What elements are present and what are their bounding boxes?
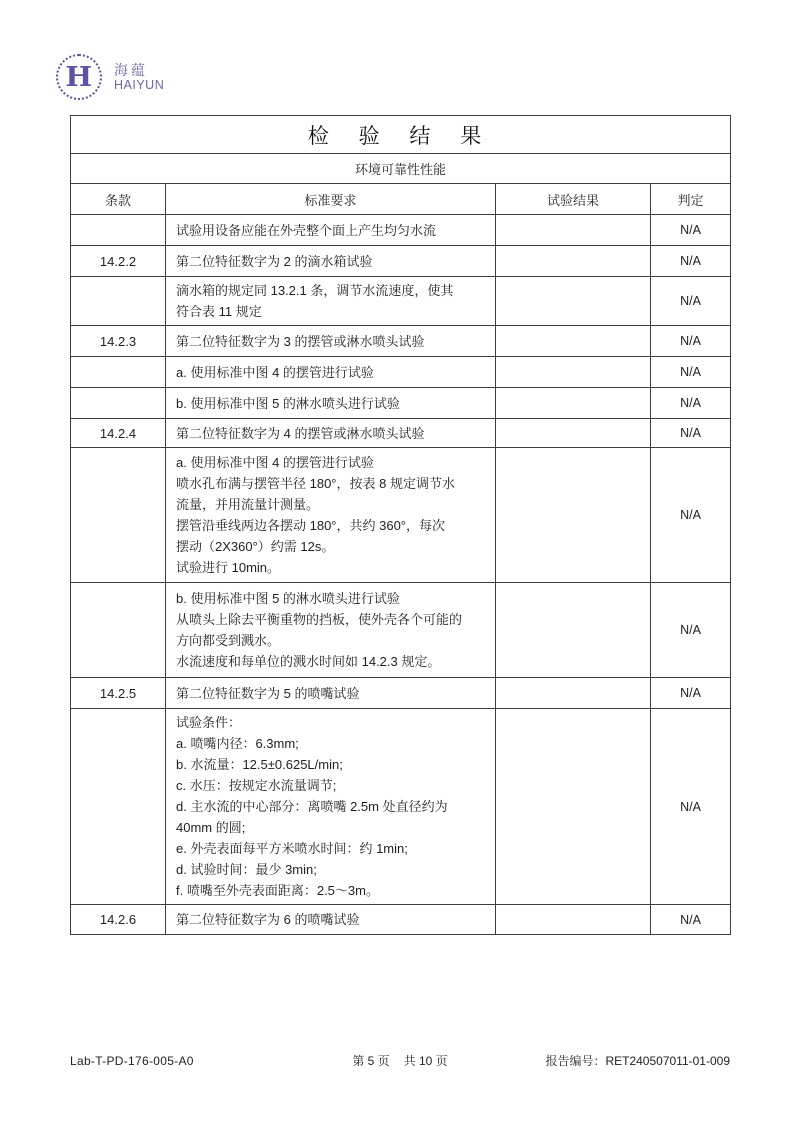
table-row [71, 246, 731, 277]
page-title: 检 验 结 果 [71, 116, 731, 154]
verdict-cell: N/A [651, 678, 731, 709]
requirement-line: 试验条件： [176, 715, 242, 730]
page-footer [70, 1052, 730, 1069]
test-result-cell [496, 388, 651, 419]
verdict-cell: N/A [651, 215, 731, 246]
test-result-cell [496, 357, 651, 388]
clause-cell [71, 709, 166, 905]
requirement-cell [166, 448, 496, 583]
table-row [71, 905, 731, 935]
requirement-line: f. 喷嘴至外壳表面距离：2.5～3m。 [176, 883, 379, 898]
test-result-cell [496, 709, 651, 905]
test-result-cell [496, 905, 651, 935]
clause-cell [71, 277, 166, 326]
requirement-line: 喷水孔布满与摆管半径 180°，按表 8 规定调节水 [176, 476, 455, 491]
logo-monogram: H [65, 61, 93, 93]
requirement-cell [166, 326, 496, 357]
clause-cell [71, 215, 166, 246]
requirement-cell [166, 246, 496, 277]
requirement-line: 符合表 11 规定 [176, 304, 262, 319]
column-header-verdict: 判定 [651, 184, 731, 215]
table-row [71, 709, 731, 905]
test-result-cell [496, 419, 651, 448]
verdict-cell: N/A [651, 419, 731, 448]
verdict-cell: N/A [651, 357, 731, 388]
column-header-clause: 条款 [71, 184, 166, 215]
test-result-cell [496, 215, 651, 246]
test-result-cell [496, 326, 651, 357]
requirement-line: b. 使用标准中图 5 的淋水喷头进行试验 [176, 591, 400, 606]
test-result-cell [496, 583, 651, 678]
test-result-cell [496, 448, 651, 583]
requirement-line: 第二位特征数字为 3 的摆管或淋水喷头试验 [176, 333, 425, 349]
verdict-cell: N/A [651, 905, 731, 935]
company-logo [56, 54, 164, 100]
inspection-results-table [70, 115, 731, 935]
table-row [71, 357, 731, 388]
verdict-cell: N/A [651, 709, 731, 905]
test-result-cell [496, 277, 651, 326]
clause-cell [71, 583, 166, 678]
requirement-line: 流量，并用流量计测量。 [176, 497, 320, 512]
requirement-line: 从喷头上除去平衡重物的挡板，使外壳各个可能的 [176, 612, 463, 627]
verdict-cell: N/A [651, 583, 731, 678]
page-indicator [352, 1052, 447, 1069]
results-table-body [71, 116, 731, 935]
page-number: 第 5 页 [352, 1054, 390, 1068]
requirement-cell [166, 419, 496, 448]
requirement-line: 第二位特征数字为 5 的喷嘴试验 [176, 685, 360, 701]
requirement-line: 40mm 的圆; [176, 820, 246, 835]
table-row [71, 388, 731, 419]
company-name-en: HAIYUN [114, 77, 165, 92]
report-number: 报告编号：RET240507011-01-009 [545, 1054, 730, 1068]
table-row [71, 277, 731, 326]
table-row [71, 419, 731, 448]
logo-text [114, 62, 164, 92]
column-header-test-result: 试验结果 [496, 184, 651, 215]
requirement-cell [166, 678, 496, 709]
document-number: Lab-T-PD-176-005-A0 [70, 1053, 194, 1068]
requirement-line: a. 使用标准中图 4 的摆管进行试验 [176, 455, 374, 470]
table-row [71, 448, 731, 583]
clause-cell [71, 357, 166, 388]
test-result-cell [496, 246, 651, 277]
requirement-line: b. 水流量：12.5±0.625L/min; [176, 757, 343, 772]
requirement-line: 第二位特征数字为 4 的摆管或淋水喷头试验 [176, 425, 425, 441]
requirement-cell [166, 215, 496, 246]
section-subtitle: 环境可靠性性能 [71, 154, 731, 184]
requirement-cell [166, 905, 496, 935]
verdict-cell: N/A [651, 326, 731, 357]
requirement-line: 水流速度和每单位的溅水时间如 14.2.3 规定。 [176, 654, 441, 669]
table-row [71, 678, 731, 709]
requirement-line: 第二位特征数字为 6 的喷嘴试验 [176, 912, 360, 927]
requirement-cell [166, 388, 496, 419]
verdict-cell: N/A [651, 246, 731, 277]
clause-cell: 14.2.5 [71, 678, 166, 709]
requirement-line: a. 喷嘴内径：6.3mm; [176, 736, 299, 751]
requirement-line: e. 外壳表面每平方米喷水时间：约 1min; [176, 841, 408, 856]
page-total: 共 10 页 [403, 1054, 448, 1068]
requirement-line: 方向都受到溅水。 [176, 633, 281, 648]
verdict-cell: N/A [651, 388, 731, 419]
requirement-line: 摆管沿垂线两边各摆动 180°，共约 360°，每次 [176, 518, 446, 533]
requirement-cell [166, 583, 496, 678]
requirement-line: a. 使用标准中图 4 的摆管进行试验 [176, 364, 374, 380]
requirement-line: d. 主水流的中心部分：离喷嘴 2.5m 处直径约为 [176, 799, 448, 814]
requirement-line: c. 水压：按规定水流量调节; [176, 778, 337, 793]
verdict-cell: N/A [651, 448, 731, 583]
requirement-line: 第二位特征数字为 2 的滴水箱试验 [176, 253, 373, 269]
verdict-cell: N/A [651, 277, 731, 326]
clause-cell: 14.2.4 [71, 419, 166, 448]
requirement-cell [166, 277, 496, 326]
haiyun-logo-icon [56, 54, 102, 100]
table-row [71, 583, 731, 678]
requirement-line: b. 使用标准中图 5 的淋水喷头进行试验 [176, 395, 400, 411]
column-header-requirement: 标准要求 [166, 184, 496, 215]
table-subtitle-row [71, 154, 731, 184]
table-row [71, 215, 731, 246]
requirement-line: 试验进行 10min。 [176, 560, 281, 575]
company-name-cn: 海蕴 [114, 61, 148, 78]
table-header-row [71, 184, 731, 215]
requirement-cell [166, 709, 496, 905]
clause-cell: 14.2.2 [71, 246, 166, 277]
table-title-row [71, 116, 731, 154]
clause-cell [71, 388, 166, 419]
requirement-line: 试验用设备应能在外壳整个面上产生均匀水流 [176, 222, 437, 238]
requirement-cell [166, 357, 496, 388]
clause-cell: 14.2.6 [71, 905, 166, 935]
requirement-line: 滴水箱的规定同 13.2.1 条，调节水流速度，使其 [176, 283, 454, 298]
table-row [71, 326, 731, 357]
requirement-line: d. 试验时间：最少 3min; [176, 862, 317, 877]
test-result-cell [496, 678, 651, 709]
clause-cell [71, 448, 166, 583]
clause-cell: 14.2.3 [71, 326, 166, 357]
requirement-line: 摆动（2X360°）约需 12s。 [176, 539, 335, 554]
